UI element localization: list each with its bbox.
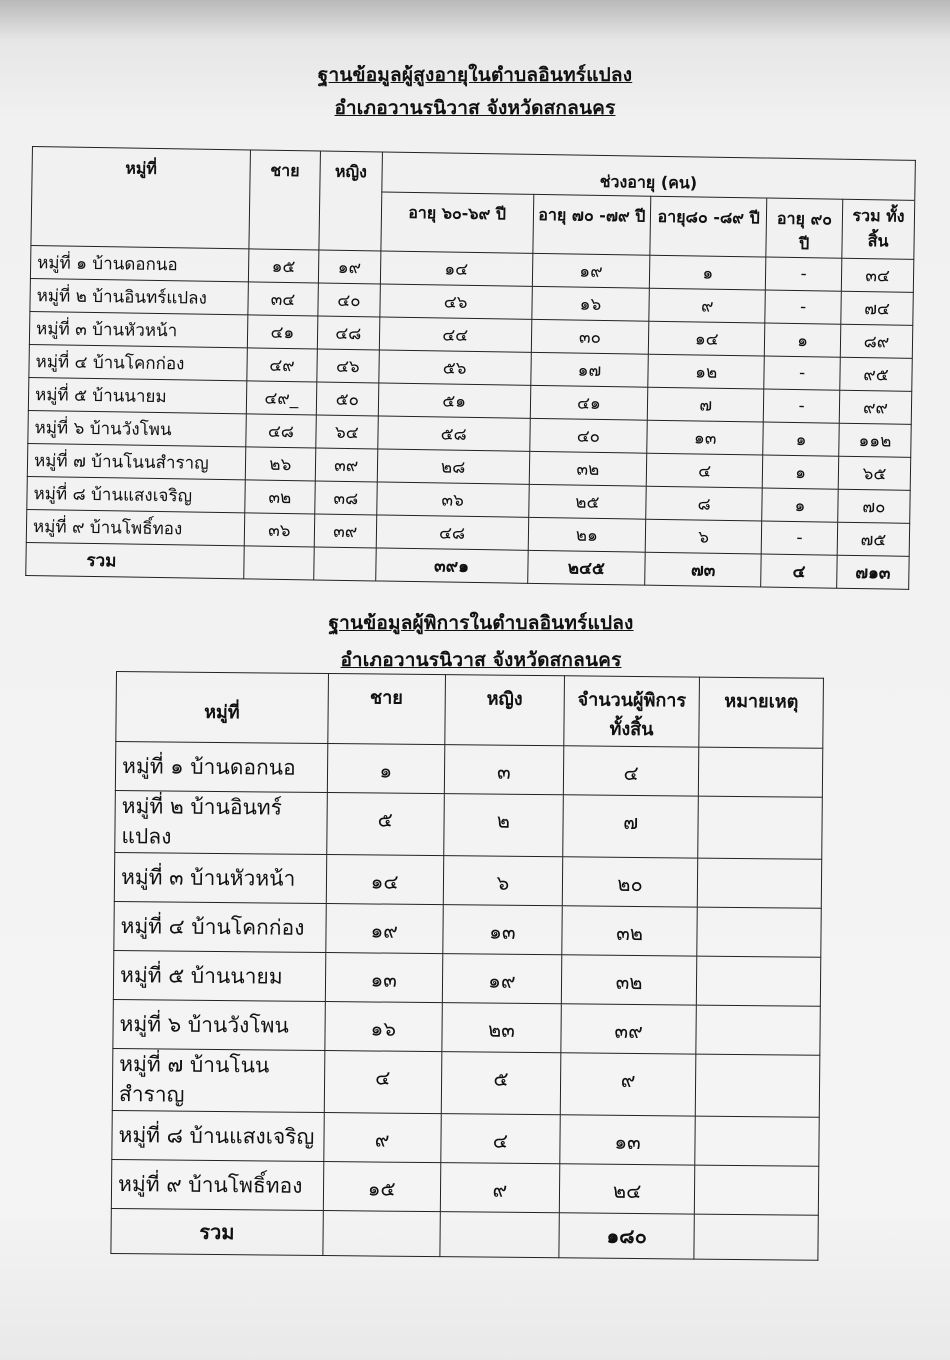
village-name: หมู่ที่ ๒ บ้านอินทร์แปลง bbox=[30, 278, 248, 314]
cell-a80: ๑๔ bbox=[649, 321, 765, 356]
cell-a70: ๒๕ bbox=[528, 484, 646, 519]
cell-male: ๑๙ bbox=[325, 903, 443, 953]
total-total: ๗๑๓ bbox=[837, 555, 909, 589]
cell-male: ๓๒ bbox=[245, 480, 315, 514]
cell-remark bbox=[698, 796, 822, 859]
table-row bbox=[113, 950, 820, 1006]
village-name: หมู่ที่ ๖ บ้านวังโพน bbox=[113, 999, 325, 1050]
village-name: หมู่ที่ ๖ บ้านวังโพน bbox=[28, 410, 246, 446]
cell-total: ๓๙ bbox=[561, 1004, 697, 1054]
cell-total: ๗๐ bbox=[838, 489, 910, 523]
cell-a80: ๔ bbox=[647, 453, 763, 488]
cell-a80: ๗ bbox=[648, 387, 764, 422]
cell-male: ๑๕ bbox=[323, 1161, 441, 1211]
cell-total: ๒๔ bbox=[559, 1164, 695, 1214]
village-name: หมู่ที่ ๘ บ้านแสงเจริญ bbox=[27, 476, 245, 512]
cell-total: ๗๕ bbox=[837, 522, 909, 556]
cell-female: ๑๙ bbox=[442, 954, 562, 1004]
cell-remark bbox=[697, 907, 821, 957]
cell-a60: ๔๖ bbox=[380, 284, 532, 319]
table-row bbox=[115, 790, 823, 859]
header-female: หญิง bbox=[445, 675, 565, 746]
total-remark bbox=[694, 1214, 818, 1260]
total-a60: ๓๙๑ bbox=[375, 548, 527, 583]
table-row bbox=[115, 742, 822, 798]
header-age-60: อายุ ๖๐-๖๙ ปี bbox=[381, 192, 534, 253]
cell-a80: ๑๒ bbox=[648, 354, 764, 389]
cell-total: ๙๕ bbox=[840, 357, 912, 391]
total-female bbox=[314, 547, 376, 581]
cell-total: ๗๔ bbox=[841, 291, 913, 325]
cell-total: ๙ bbox=[560, 1053, 696, 1116]
table-row bbox=[112, 1048, 820, 1117]
cell-a60: ๕๑ bbox=[378, 383, 530, 418]
cell-female: ๓ bbox=[444, 745, 564, 795]
header-age-70: อายุ ๗๐ -๗๙ ปี bbox=[532, 194, 651, 255]
cell-a90: ๑ bbox=[764, 323, 840, 357]
cell-female: ๓๙ bbox=[315, 448, 377, 482]
cell-total: ๘๙ bbox=[840, 324, 912, 358]
cell-female: ๔ bbox=[441, 1113, 561, 1163]
cell-a90: ๑ bbox=[762, 488, 838, 522]
table-row bbox=[113, 999, 820, 1055]
cell-a70: ๔๑ bbox=[530, 385, 648, 420]
cell-female: ๒๓ bbox=[442, 1003, 562, 1053]
cell-female: ๔๘ bbox=[317, 316, 379, 350]
cell-a60: ๔๘ bbox=[376, 515, 528, 550]
cell-total: ๓๒ bbox=[561, 955, 697, 1005]
cell-total: ๙๙ bbox=[839, 390, 911, 424]
elderly-title-line2: อำเภอวานรนิวาส จังหวัดสกลนคร bbox=[334, 97, 616, 119]
cell-male: ๓๖ bbox=[244, 513, 314, 547]
cell-a80: ๑๓ bbox=[647, 420, 763, 455]
cell-male: ๔ bbox=[324, 1050, 442, 1113]
cell-male: ๔๘ bbox=[246, 414, 316, 448]
cell-female: ๕ bbox=[441, 1052, 561, 1115]
elderly-table bbox=[25, 146, 916, 590]
village-name: หมู่ที่ ๙ บ้านโพธิ์ทอง bbox=[111, 1159, 323, 1210]
cell-a80: ๘ bbox=[646, 486, 762, 521]
cell-female: ๖ bbox=[443, 856, 563, 906]
village-name: หมู่ที่ ๓ บ้านหัวหน้า bbox=[29, 311, 247, 347]
cell-a90: ๑ bbox=[763, 422, 839, 456]
total-male bbox=[244, 546, 314, 580]
cell-total: ๖๕ bbox=[838, 456, 910, 490]
cell-a70: ๓๒ bbox=[529, 451, 647, 486]
cell-total: ๗ bbox=[563, 795, 699, 858]
cell-a90: - bbox=[765, 257, 841, 291]
cell-a60: ๒๘ bbox=[377, 449, 529, 484]
cell-a80: ๑ bbox=[650, 255, 766, 290]
village-name: หมู่ที่ ๒ บ้านอินทร์แปลง bbox=[115, 790, 327, 854]
cell-a80: ๙ bbox=[649, 288, 765, 323]
total-a80: ๗๓ bbox=[645, 552, 761, 587]
cell-remark bbox=[695, 1054, 819, 1117]
cell-female: ๔๖ bbox=[317, 349, 379, 383]
cell-female: ๕๐ bbox=[316, 382, 378, 416]
header-age-range: ช่วงอายุ (คน) bbox=[382, 152, 916, 200]
cell-a70: ๓๐ bbox=[531, 319, 649, 354]
cell-male: ๙ bbox=[323, 1112, 441, 1162]
cell-male: ๔๙ bbox=[247, 348, 317, 382]
village-name: หมู่ที่ ๙ บ้านโพธิ์ทอง bbox=[26, 509, 244, 545]
cell-a70: ๒๑ bbox=[528, 517, 646, 552]
total-a70: ๒๔๕ bbox=[527, 550, 645, 585]
cell-total: ๔ bbox=[563, 746, 699, 796]
cell-male: ๑๓ bbox=[325, 952, 443, 1002]
cell-male: ๑๔ bbox=[326, 854, 444, 904]
village-name: หมู่ที่ ๔ บ้านโคกก่อง bbox=[29, 344, 247, 380]
village-name: หมู่ที่ ๗ บ้านโนนสำราญ bbox=[27, 443, 245, 479]
cell-a90: ๑ bbox=[762, 455, 838, 489]
header-male: ชาย bbox=[249, 150, 320, 250]
cell-female: ๓๙ bbox=[314, 514, 376, 548]
cell-male: ๑๕ bbox=[248, 249, 318, 283]
cell-female: ๒ bbox=[443, 794, 563, 857]
table-row bbox=[114, 901, 821, 957]
cell-female: ๔๐ bbox=[318, 283, 380, 317]
total-total: ๑๘๐ bbox=[559, 1213, 695, 1259]
header-age-80: อายุ๘๐ -๘๙ ปี bbox=[650, 196, 767, 257]
cell-a60: ๑๔ bbox=[380, 251, 532, 286]
disabled-title-line2: อำเภอวานรนิวาส จังหวัดสกลนคร bbox=[340, 649, 622, 671]
cell-female: ๖๔ bbox=[316, 415, 378, 449]
cell-a90: - bbox=[765, 290, 841, 324]
village-name: หมู่ที่ ๘ บ้านแสงเจริญ bbox=[112, 1110, 324, 1161]
total-male bbox=[323, 1210, 441, 1256]
cell-male: ๔๑ bbox=[247, 315, 317, 349]
cell-a60: ๕๖ bbox=[379, 350, 531, 385]
cell-male: ๔๙_ bbox=[246, 381, 316, 415]
cell-a70: ๑๗ bbox=[530, 352, 648, 387]
village-name: หมู่ที่ ๗ บ้านโนนสำราญ bbox=[112, 1048, 324, 1112]
cell-remark bbox=[697, 858, 821, 908]
cell-female: ๓๘ bbox=[315, 481, 377, 515]
village-name: หมู่ที่ ๕ บ้านนายม bbox=[28, 377, 246, 413]
cell-total: ๒๐ bbox=[562, 857, 698, 907]
table-row bbox=[112, 1110, 819, 1166]
cell-female: ๑๙ bbox=[318, 250, 380, 284]
cell-a90: - bbox=[761, 521, 837, 555]
cell-a70: ๑๙ bbox=[532, 253, 650, 288]
cell-a60: ๓๖ bbox=[377, 482, 529, 517]
cell-total: ๑๓ bbox=[560, 1115, 696, 1165]
village-name: หมู่ที่ ๑ บ้านดอกนอ bbox=[30, 245, 248, 281]
village-name: หมู่ที่ ๕ บ้านนายม bbox=[113, 950, 325, 1001]
cell-female: ๑๓ bbox=[443, 905, 563, 955]
village-name: หมู่ที่ ๔ บ้านโคกก่อง bbox=[114, 901, 326, 952]
cell-a60: ๕๘ bbox=[378, 416, 530, 451]
cell-a80: ๖ bbox=[645, 519, 761, 554]
cell-remark bbox=[698, 747, 822, 797]
total-label: รวม bbox=[26, 542, 244, 578]
cell-male: ๒๖ bbox=[245, 447, 315, 481]
cell-remark bbox=[696, 1005, 820, 1055]
village-name: หมู่ที่ ๑ บ้านดอกนอ bbox=[115, 742, 327, 793]
total-label: รวม bbox=[111, 1208, 323, 1255]
cell-remark bbox=[695, 1116, 819, 1166]
header-total: รวม ทั้งสิ้น bbox=[842, 199, 915, 259]
header-remark: หมายเหตุ bbox=[699, 677, 824, 748]
total-row bbox=[111, 1208, 818, 1260]
header-female: หญิง bbox=[319, 151, 382, 251]
table-row bbox=[111, 1159, 818, 1215]
cell-total: ๓๒ bbox=[562, 906, 698, 956]
cell-a60: ๔๔ bbox=[379, 317, 531, 352]
cell-male: ๑๖ bbox=[325, 1001, 443, 1051]
cell-female: ๙ bbox=[440, 1162, 560, 1212]
disabled-title-line1: ฐานข้อมูลผู้พิการในตำบลอินทร์แปลง bbox=[328, 612, 634, 634]
header-total: จำนวนผู้พิการทั้งสิ้น bbox=[564, 676, 700, 747]
total-female bbox=[440, 1211, 560, 1257]
header-village: หมู่ที่ bbox=[31, 147, 250, 249]
cell-a90: - bbox=[764, 356, 840, 390]
disabled-table bbox=[110, 671, 824, 1261]
elderly-title-line1: ฐานข้อมูลผู้สูงอายุในตำบลอินทร์แปลง bbox=[317, 64, 633, 86]
cell-remark bbox=[694, 1165, 818, 1215]
total-a90: ๔ bbox=[761, 554, 837, 588]
cell-a70: ๑๖ bbox=[531, 286, 649, 321]
cell-total: ๓๔ bbox=[841, 258, 913, 292]
header-age-90: อายุ ๙๐ ปี bbox=[766, 198, 843, 258]
cell-male: ๓๔ bbox=[248, 282, 318, 316]
cell-a70: ๔๐ bbox=[529, 418, 647, 453]
cell-total: ๑๑๒ bbox=[839, 423, 911, 457]
cell-a90: - bbox=[763, 389, 839, 423]
cell-male: ๕ bbox=[326, 793, 444, 856]
header-male: ชาย bbox=[327, 674, 445, 745]
header-village: หมู่ที่ bbox=[116, 672, 328, 744]
village-name: หมู่ที่ ๓ บ้านหัวหน้า bbox=[114, 852, 326, 903]
table-row bbox=[114, 852, 821, 908]
cell-remark bbox=[696, 956, 820, 1006]
cell-male: ๑ bbox=[327, 744, 445, 794]
